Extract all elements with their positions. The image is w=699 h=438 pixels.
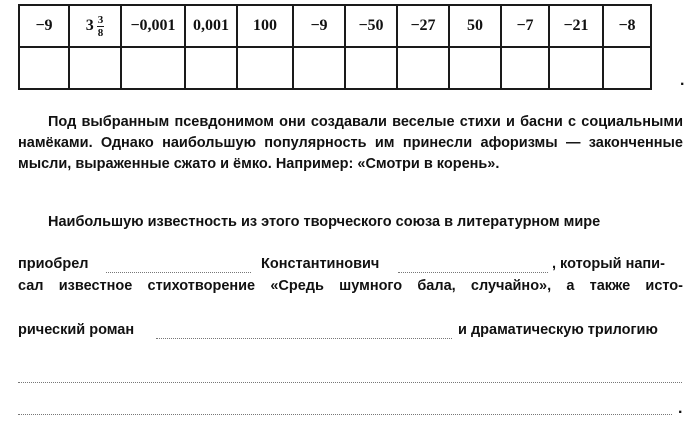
numbers-table (18, 4, 652, 90)
answer-cell[interactable] (501, 47, 549, 89)
value-cell: −0,001 (121, 5, 185, 47)
blank-name-1[interactable] (106, 272, 251, 273)
answer-cell[interactable] (603, 47, 651, 89)
answer-cell[interactable] (449, 47, 501, 89)
text-end-period: . (678, 400, 683, 417)
table-end-period: . (680, 72, 685, 89)
text-acquired: приобрел (18, 256, 89, 272)
answer-cell[interactable] (345, 47, 397, 89)
fraction-numerator: 3 (97, 13, 104, 26)
answer-cell[interactable] (19, 47, 69, 89)
value-cell: −8 (603, 5, 651, 47)
text-patronymic: Константинович (261, 256, 380, 272)
text-trilogy: и драматическую трилогию (458, 322, 658, 338)
answer-cell[interactable] (397, 47, 449, 89)
value-cell: −9 (293, 5, 345, 47)
numbers-table-container (18, 4, 652, 90)
mixed-fraction (86, 14, 105, 39)
text-historical-novel: рический роман (18, 322, 135, 338)
value-cell: 50 (449, 5, 501, 47)
value-cell: 100 (237, 5, 293, 47)
fraction (97, 14, 105, 39)
value-cell: −7 (501, 5, 549, 47)
answer-cell[interactable] (293, 47, 345, 89)
paragraph-pseudonym: Под выбранным псевдонимом они создавали веселые стихи и басни с социальными намёками. Однако наибольшую популярность им принесли афоризмы — законченные мысли, выраженные сжато и ёмко. Например: «Смотри в корень». (18, 114, 683, 172)
paragraph-fame: Наибольшую известность из этого творческого союза в литературном мире (48, 214, 601, 230)
blank-line-1[interactable] (18, 382, 682, 383)
blank-novel-title[interactable] (156, 338, 452, 339)
blank-line-2[interactable] (18, 414, 672, 415)
value-cell: −21 (549, 5, 603, 47)
value-cell: −27 (397, 5, 449, 47)
answer-cell[interactable] (121, 47, 185, 89)
text-who-wrote: , который напи- (552, 256, 665, 272)
answer-cell[interactable] (237, 47, 293, 89)
fraction-whole: 3 (85, 17, 94, 34)
answers-row (19, 47, 651, 89)
answer-cell[interactable] (185, 47, 237, 89)
value-cell: −50 (345, 5, 397, 47)
value-cell-mixed-fraction (69, 5, 121, 47)
text-poem: сал известное стихотворение «Средь шумного бала, случайно», а также исто- (18, 278, 683, 294)
value-cell: −9 (19, 5, 69, 47)
blank-surname-1[interactable] (398, 272, 548, 273)
answer-cell[interactable] (549, 47, 603, 89)
value-cell: 0,001 (185, 5, 237, 47)
values-row (19, 5, 651, 47)
fraction-denominator: 8 (97, 26, 104, 39)
answer-cell[interactable] (69, 47, 121, 89)
